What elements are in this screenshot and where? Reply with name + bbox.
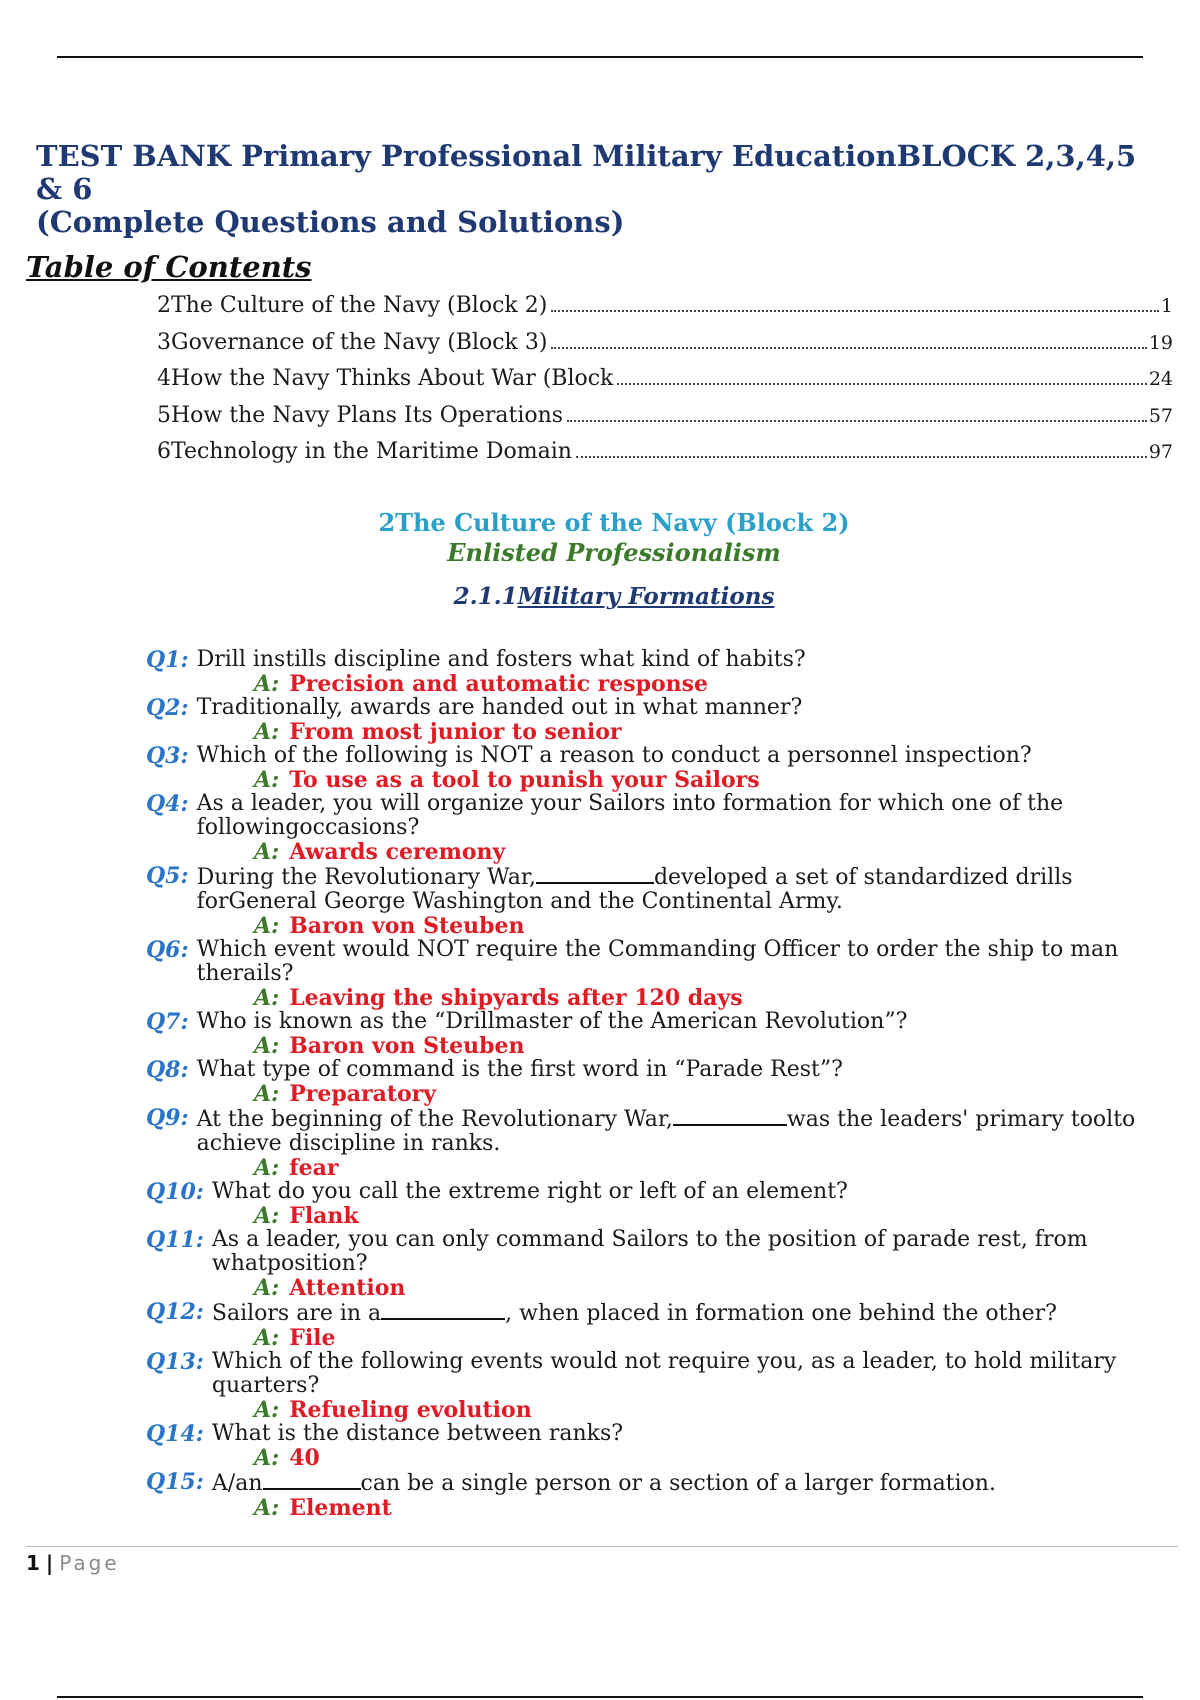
subsection-title	[0, 583, 1200, 610]
answer-text: Awards ceremony	[289, 839, 506, 865]
answer-text: Leaving the shipyards after 120 days	[289, 985, 743, 1011]
toc-entry-page: 1	[1160, 295, 1173, 317]
question	[146, 1350, 1176, 1398]
answer-text: 40	[289, 1445, 320, 1471]
answer-label: A:	[254, 1495, 280, 1521]
answer-text: Preparatory	[289, 1081, 437, 1107]
toc-entry-page: 19	[1148, 331, 1173, 354]
toc-dot-leader	[551, 347, 1146, 349]
document-title-line-1: TEST BANK Primary Professional Military EducationBLOCK 2,3,4,5 & 6	[36, 139, 1137, 206]
question-number: Q3:	[146, 743, 189, 769]
footer-separator: |	[45, 1551, 54, 1575]
question	[146, 744, 1176, 768]
question-list	[146, 648, 1176, 1520]
question-number: Q2:	[146, 695, 189, 721]
question	[146, 696, 1176, 720]
question	[146, 1228, 1176, 1276]
answer-text: File	[289, 1325, 336, 1351]
toc-entry-label: 2The Culture of the Navy (Block 2)	[157, 293, 548, 318]
question-number: Q15:	[146, 1469, 204, 1495]
question-number: Q14:	[146, 1421, 204, 1447]
answer	[146, 1204, 1176, 1228]
question-text-after: developed a set of standardized drills forGeneral George Washington and the Continental Army.	[196, 865, 1073, 914]
answer	[146, 840, 1176, 864]
answer-label: A:	[254, 1445, 280, 1471]
answer	[146, 1276, 1176, 1300]
toc-dot-leader	[617, 383, 1146, 385]
toc-entry[interactable]	[157, 366, 1173, 403]
answer-label: A:	[254, 839, 280, 865]
toc-entry-page: 97	[1148, 441, 1173, 463]
toc-heading: Table of Contents	[26, 250, 312, 284]
answer-text: Baron von Steuben	[289, 1033, 525, 1059]
question-number: Q6:	[146, 937, 189, 963]
question-text: What do you call the extreme right or left of an element?	[211, 1179, 848, 1204]
answer-text: Refueling evolution	[289, 1397, 532, 1423]
answer	[146, 1156, 1176, 1180]
question-number: Q4:	[146, 791, 189, 817]
answer-label: A:	[254, 1155, 280, 1181]
question	[146, 792, 1176, 840]
answer-label: A:	[254, 1275, 280, 1301]
question-text: Who is known as the “Drillmaster of the American Revolution”?	[196, 1009, 908, 1034]
section-title: 2The Culture of the Navy (Block 2)	[378, 508, 850, 537]
fill-in-blank	[536, 864, 654, 884]
answer-label: A:	[254, 1325, 280, 1351]
answer-text: From most junior to senior	[289, 719, 622, 745]
table-of-contents	[157, 293, 1173, 476]
question	[146, 1180, 1176, 1204]
toc-entry[interactable]	[157, 293, 1173, 330]
answer-text: Attention	[289, 1275, 406, 1301]
question-number: Q12:	[146, 1299, 204, 1325]
toc-entry-label: 5How the Navy Plans Its Operations	[157, 402, 564, 428]
answer	[146, 1034, 1176, 1058]
document-title-line-2: (Complete Questions and Solutions)	[36, 205, 625, 239]
question-number: Q1:	[146, 647, 189, 673]
question	[146, 864, 1176, 914]
answer-label: A:	[254, 1033, 280, 1059]
question-text-after: can be a single person or a section of a larger formation.	[360, 1471, 996, 1496]
subsection-number: 2.1.1	[453, 583, 518, 610]
question-number: Q11:	[146, 1227, 204, 1253]
toc-entry-page: 24	[1148, 368, 1173, 390]
question-text: Which of the following events would not require you, as a leader, to hold military quarters?	[211, 1349, 1117, 1398]
question-text-before: Sailors are in a	[211, 1301, 382, 1326]
subsection-name: Military Formations	[517, 583, 775, 610]
question-number: Q8:	[146, 1057, 189, 1083]
question-text: What is the distance between ranks?	[211, 1421, 624, 1446]
answer-label: A:	[254, 1081, 280, 1107]
bottom-rule	[57, 1696, 1143, 1698]
question	[146, 1300, 1176, 1326]
answer	[146, 1446, 1176, 1470]
footer-page-word: Page	[59, 1551, 120, 1575]
question	[146, 1010, 1176, 1034]
answer-text: Flank	[289, 1203, 359, 1229]
question-text	[212, 1470, 1176, 1496]
question-text	[212, 1300, 1176, 1326]
question-number: Q10:	[146, 1179, 204, 1205]
question-text: As a leader, you will organize your Sailors into formation for which one of the followingoccasions?	[196, 791, 1064, 840]
question-text-after: was the leaders' primary toolto achieve discipline in ranks.	[196, 1107, 1136, 1156]
toc-entry-label: 3Governance of the Navy (Block 3)	[157, 329, 548, 355]
footer-rule	[26, 1546, 1178, 1547]
footer-page-number: 1	[26, 1551, 40, 1575]
top-rule	[57, 56, 1143, 58]
toc-entry-label: 6Technology in the Maritime Domain	[157, 439, 572, 464]
answer	[146, 768, 1176, 792]
question-text-before: A/an	[211, 1471, 263, 1496]
question-text	[197, 1106, 1176, 1156]
question	[146, 1470, 1176, 1496]
answer	[146, 986, 1176, 1010]
toc-entry-label: 4How the Navy Thinks About War (Block	[157, 366, 614, 391]
toc-dot-leader	[576, 456, 1147, 458]
answer-label: A:	[254, 985, 280, 1011]
question-text	[197, 864, 1176, 914]
page-footer	[26, 1551, 120, 1575]
question-number: Q5:	[146, 863, 189, 889]
fill-in-blank	[673, 1106, 787, 1126]
answer	[146, 720, 1176, 744]
answer-label: A:	[254, 1397, 280, 1423]
answer-text: fear	[289, 1155, 339, 1181]
answer-label: A:	[254, 767, 280, 793]
answer	[146, 1082, 1176, 1106]
question	[146, 1422, 1176, 1446]
question-text: Drill instills discipline and fosters what kind of habits?	[196, 647, 806, 672]
question-number: Q9:	[146, 1105, 189, 1131]
toc-dot-leader	[551, 310, 1159, 312]
answer	[146, 1326, 1176, 1350]
toc-entry-page: 57	[1148, 404, 1173, 427]
answer-text: Baron von Steuben	[289, 913, 525, 939]
question	[146, 1058, 1176, 1082]
question	[146, 648, 1176, 672]
fill-in-blank	[263, 1470, 361, 1490]
answer	[146, 914, 1176, 938]
section-subtitle: Enlisted Professionalism	[447, 538, 781, 567]
question-text-after: , when placed in formation one behind the other?	[505, 1301, 1057, 1326]
question-number: Q7:	[146, 1009, 189, 1035]
answer-text: Precision and automatic response	[289, 671, 709, 697]
document-title	[36, 140, 1156, 239]
answer-text: To use as a tool to punish your Sailors	[289, 767, 760, 793]
question-text-before: At the beginning of the Revolutionary War,	[196, 1107, 673, 1132]
toc-entry[interactable]	[157, 403, 1173, 440]
question	[146, 938, 1176, 986]
answer	[146, 1496, 1176, 1520]
question-text-before: During the Revolutionary War,	[196, 865, 536, 890]
answer-label: A:	[254, 1203, 280, 1229]
answer-label: A:	[254, 671, 280, 697]
toc-entry[interactable]	[157, 330, 1173, 367]
answer-text: Element	[289, 1495, 392, 1521]
question-text: What type of command is the first word in “Parade Rest”?	[196, 1057, 843, 1082]
question-text: Which event would NOT require the Commanding Officer to order the ship to man therails?	[196, 937, 1119, 986]
answer	[146, 672, 1176, 696]
toc-entry[interactable]	[157, 439, 1173, 476]
question-text: As a leader, you can only command Sailors to the position of parade rest, from whatposition?	[211, 1227, 1088, 1276]
answer	[146, 1398, 1176, 1422]
question-text: Which of the following is NOT a reason to conduct a personnel inspection?	[196, 743, 1032, 768]
answer-label: A:	[254, 719, 280, 745]
question-text: Traditionally, awards are handed out in what manner?	[196, 695, 803, 720]
answer-label: A:	[254, 913, 280, 939]
question-number: Q13:	[146, 1349, 204, 1375]
question	[146, 1106, 1176, 1156]
toc-dot-leader	[567, 420, 1147, 422]
fill-in-blank	[381, 1300, 505, 1320]
